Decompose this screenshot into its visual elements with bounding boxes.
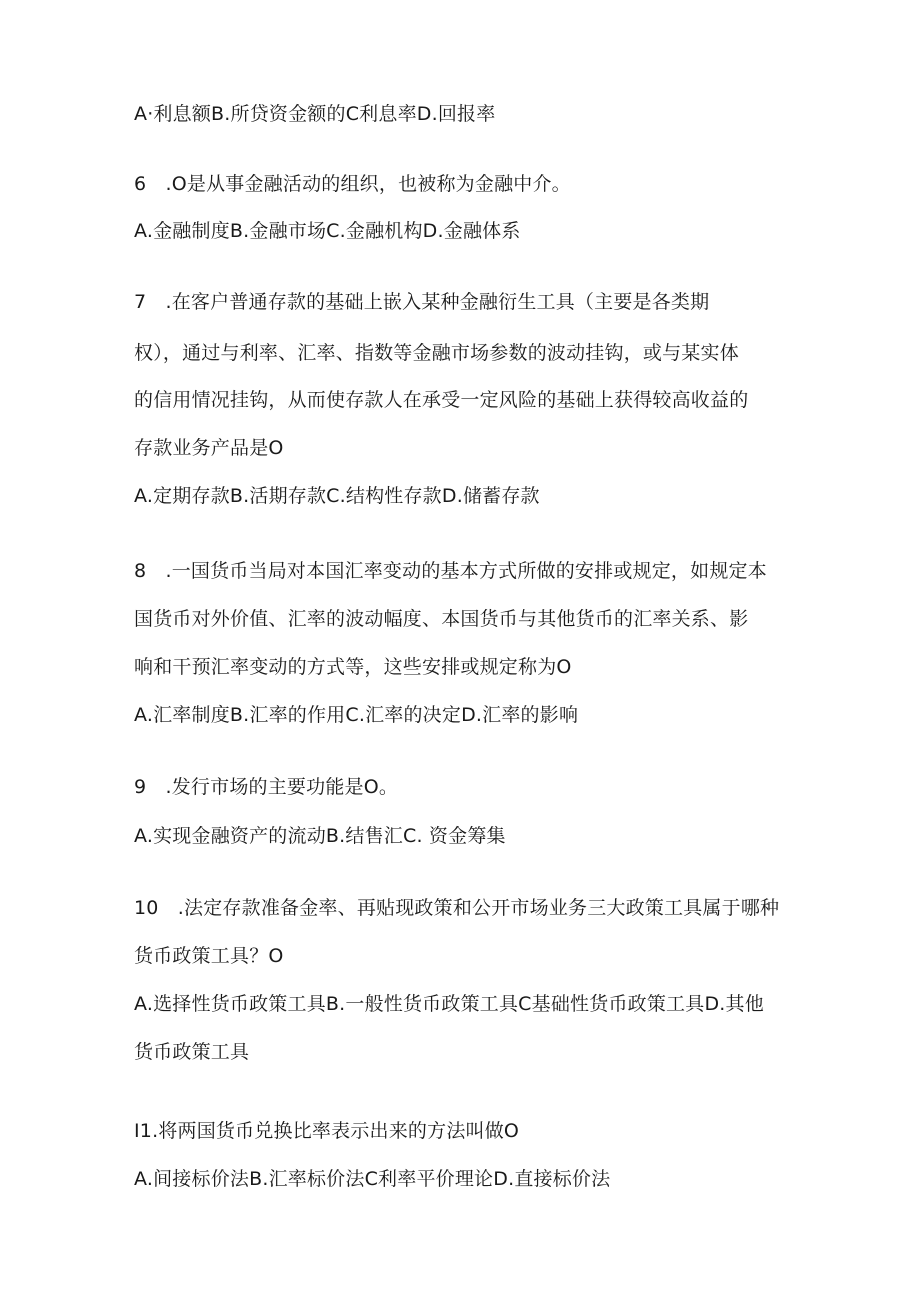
q7-stem-line-4: 存款业务产品是O <box>134 437 284 459</box>
q7-stem-line-2: 权），通过与利率、汇率、指数等金融市场参数的波动挂钩，或与某实体 <box>134 342 739 364</box>
q8-options: A.汇率制度B.汇率的作用C.汇率的决定D.汇率的影响 <box>134 704 579 726</box>
q10-options-line-1: A.选择性货币政策工具B.一般性货币政策工具C基础性货币政策工具D.其他 <box>134 993 764 1015</box>
q5-options: A·利息额B.所贷资金额的C利息率D.回报率 <box>134 103 496 125</box>
q10-options-line-2: 货币政策工具 <box>134 1041 250 1063</box>
q6-options: A.金融制度B.金融市场C.金融机构D.金融体系 <box>134 220 521 242</box>
q6-stem: 6 .O是从事金融活动的组织，也被称为金融中介。 <box>134 173 571 195</box>
q8-stem-line-2: 国货币对外价值、汇率的波动幅度、本国货币与其他货币的汇率关系、影 <box>134 608 749 630</box>
q8-stem-line-3: 响和干预汇率变动的方式等，这些安排或规定称为O <box>134 656 572 678</box>
q8-stem-line-1: 8 .一国货币当局对本国汇率变动的基本方式所做的安排或规定，如规定本 <box>134 560 767 582</box>
q7-options: A.定期存款B.活期存款C.结构性存款D.储蓄存款 <box>134 485 540 507</box>
q7-stem-line-1: 7 .在客户普通存款的基础上嵌入某种金融衍生工具（主要是各类期 <box>134 291 710 313</box>
q9-stem: 9 .发行市场的主要功能是O。 <box>134 776 399 798</box>
q10-stem-line-2: 货币政策工具？O <box>134 945 284 967</box>
q10-stem-line-1: 10 .法定存款准备金率、再贴现政策和公开市场业务三大政策工具属于哪种 <box>134 897 780 919</box>
q11-stem: I1.将两国货币兑换比率表示出来的方法叫做O <box>134 1120 520 1142</box>
q9-options: A.实现金融资产的流动B.结售汇C. 资金筹集 <box>134 825 506 847</box>
q11-options: A.间接标价法B.汇率标价法C利率平价理论D.直接标价法 <box>134 1168 611 1190</box>
q7-stem-line-3: 的信用情况挂钩，从而使存款人在承受一定风险的基础上获得较高收益的 <box>134 389 749 411</box>
